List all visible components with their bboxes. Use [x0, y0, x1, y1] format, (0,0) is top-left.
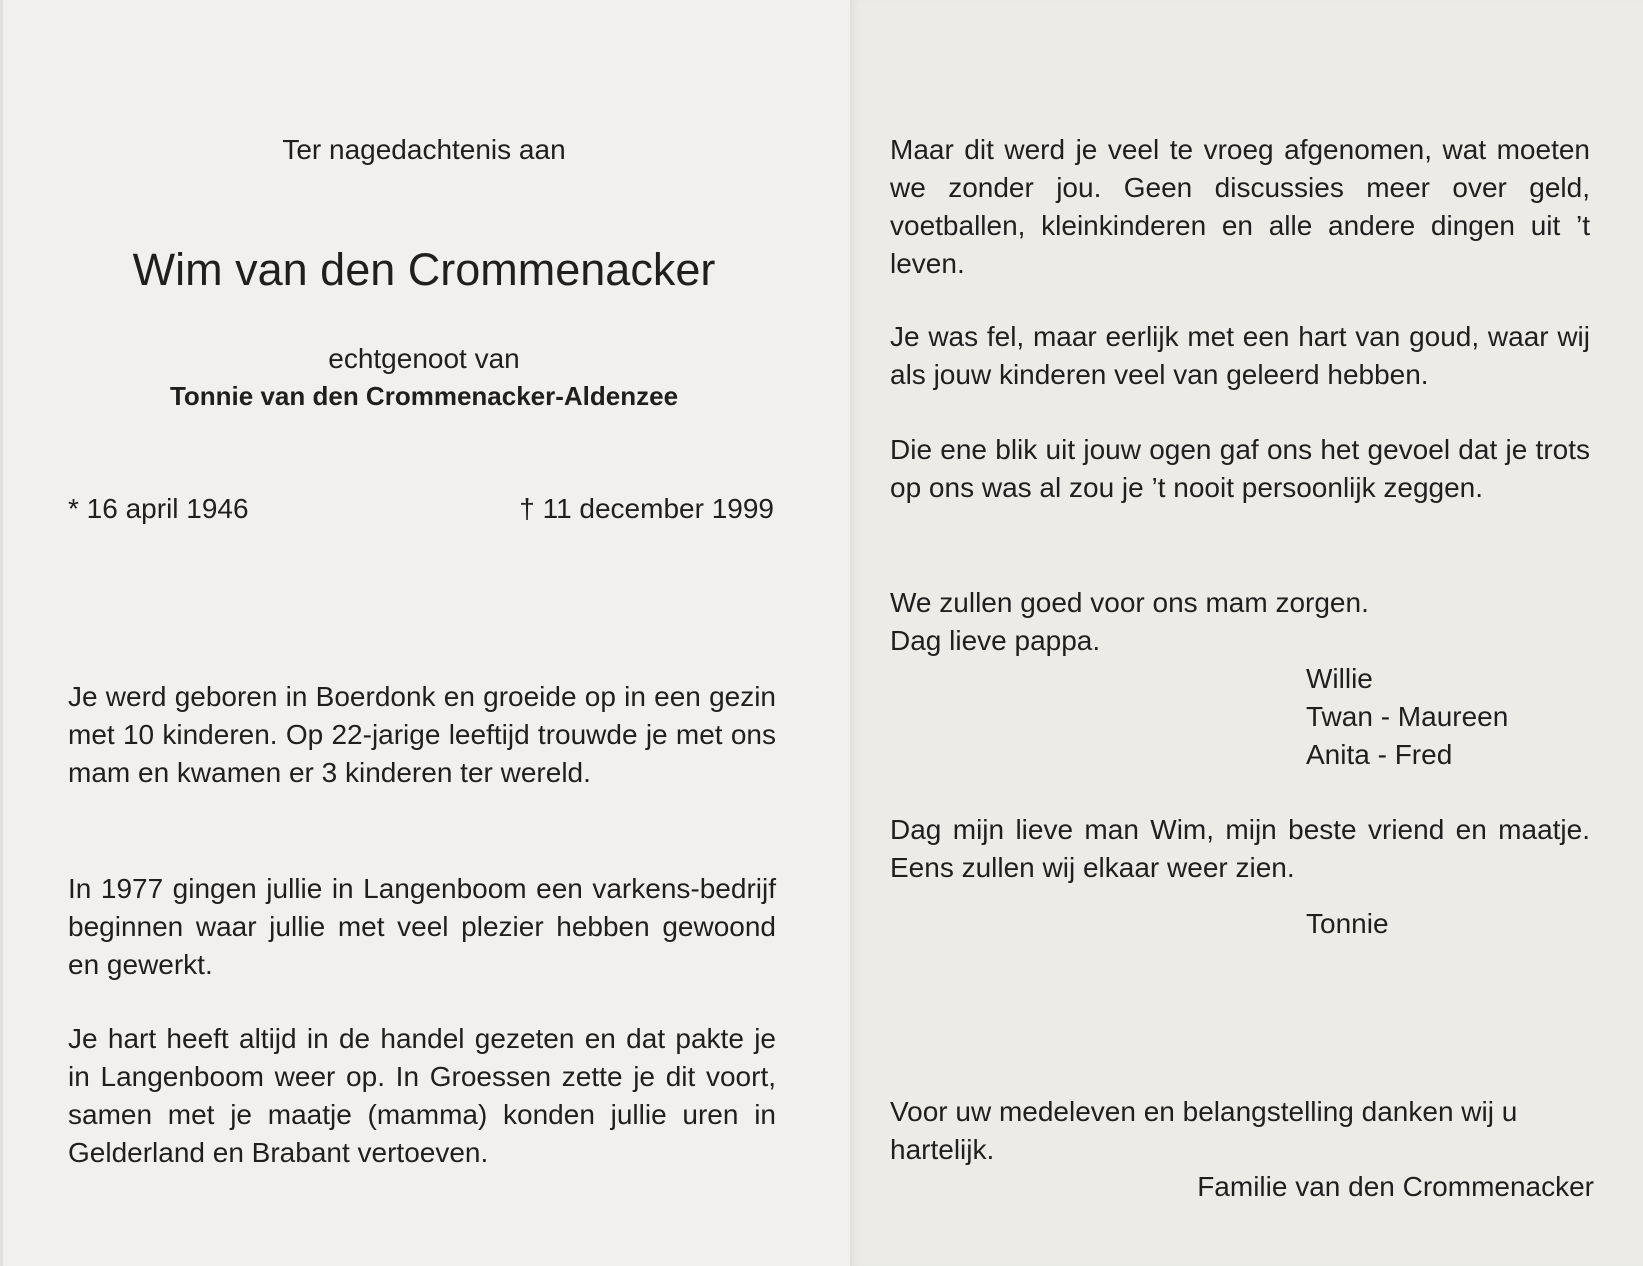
child-name: Twan - Maureen	[1306, 701, 1509, 732]
spouse-signature: Tonnie	[1306, 908, 1389, 939]
in-memory-heading: Ter nagedachtenis aan	[282, 134, 566, 165]
tribute-paragraph: Je was fel, maar eerlijk met een hart van goud, waar wij als jouw kinderen veel van geleerd hebben.	[890, 321, 1590, 390]
tribute-paragraph: Die ene blik uit jouw ogen gaf ons het gevoel dat je trots op ons was al zou je ’t nooit persoonlijk zeggen.	[890, 434, 1590, 503]
life-paragraph: Je werd geboren in Boerdonk en groeide op in een gezin met 10 kinderen. Op 22-jarige leeftijd trouwde je met ons mam en kwamen er 3 kinderen ter wereld.	[68, 681, 776, 788]
tribute-paragraph: Maar dit werd je veel te vroeg afgenomen, wat moeten we zonder jou. Geen discussies meer over geld, voetballen, kleinkinderen en alle andere dingen uit ’t leven.	[890, 134, 1590, 279]
spouse-name: Tonnie van den Crommenacker-Aldenzee	[169, 381, 679, 411]
spouse-label: echtgenoot van	[328, 343, 520, 374]
farewell-line: We zullen goed voor ons mam zorgen.	[890, 587, 1369, 618]
family-signature: Familie van den Crommenacker	[1197, 1171, 1594, 1202]
children-farewell	[890, 584, 1590, 660]
child-name: Willie	[1306, 663, 1373, 694]
children-signatures	[1306, 660, 1508, 774]
life-paragraph: Je hart heeft altijd in de handel gezeten en dat pakte je in Langenboom weer op. In Groessen zette je dit voort, samen met je maatje (mamma) konden jullie uren in Gelderland en Brabant vertoeven.	[68, 1023, 776, 1168]
right-page	[850, 0, 1643, 1266]
birth-date: * 16 april 1946	[68, 493, 249, 524]
deceased-name: Wim van den Crommenacker	[132, 244, 716, 295]
life-paragraph: In 1977 gingen jullie in Langenboom een varkens-bedrijf beginnen waar jullie met veel plezier hebben gewoond en gewerkt.	[68, 873, 776, 980]
death-date: † 11 december 1999	[519, 493, 774, 524]
thanks-text: Voor uw medeleven en belangstelling danken wij u hartelijk.	[890, 1096, 1518, 1165]
farewell-line: Dag lieve pappa.	[890, 625, 1101, 656]
child-name: Anita - Fred	[1306, 739, 1453, 770]
spouse-farewell: Dag mijn lieve man Wim, mijn beste vriend en maatje. Eens zullen wij elkaar weer zien.	[890, 814, 1590, 883]
